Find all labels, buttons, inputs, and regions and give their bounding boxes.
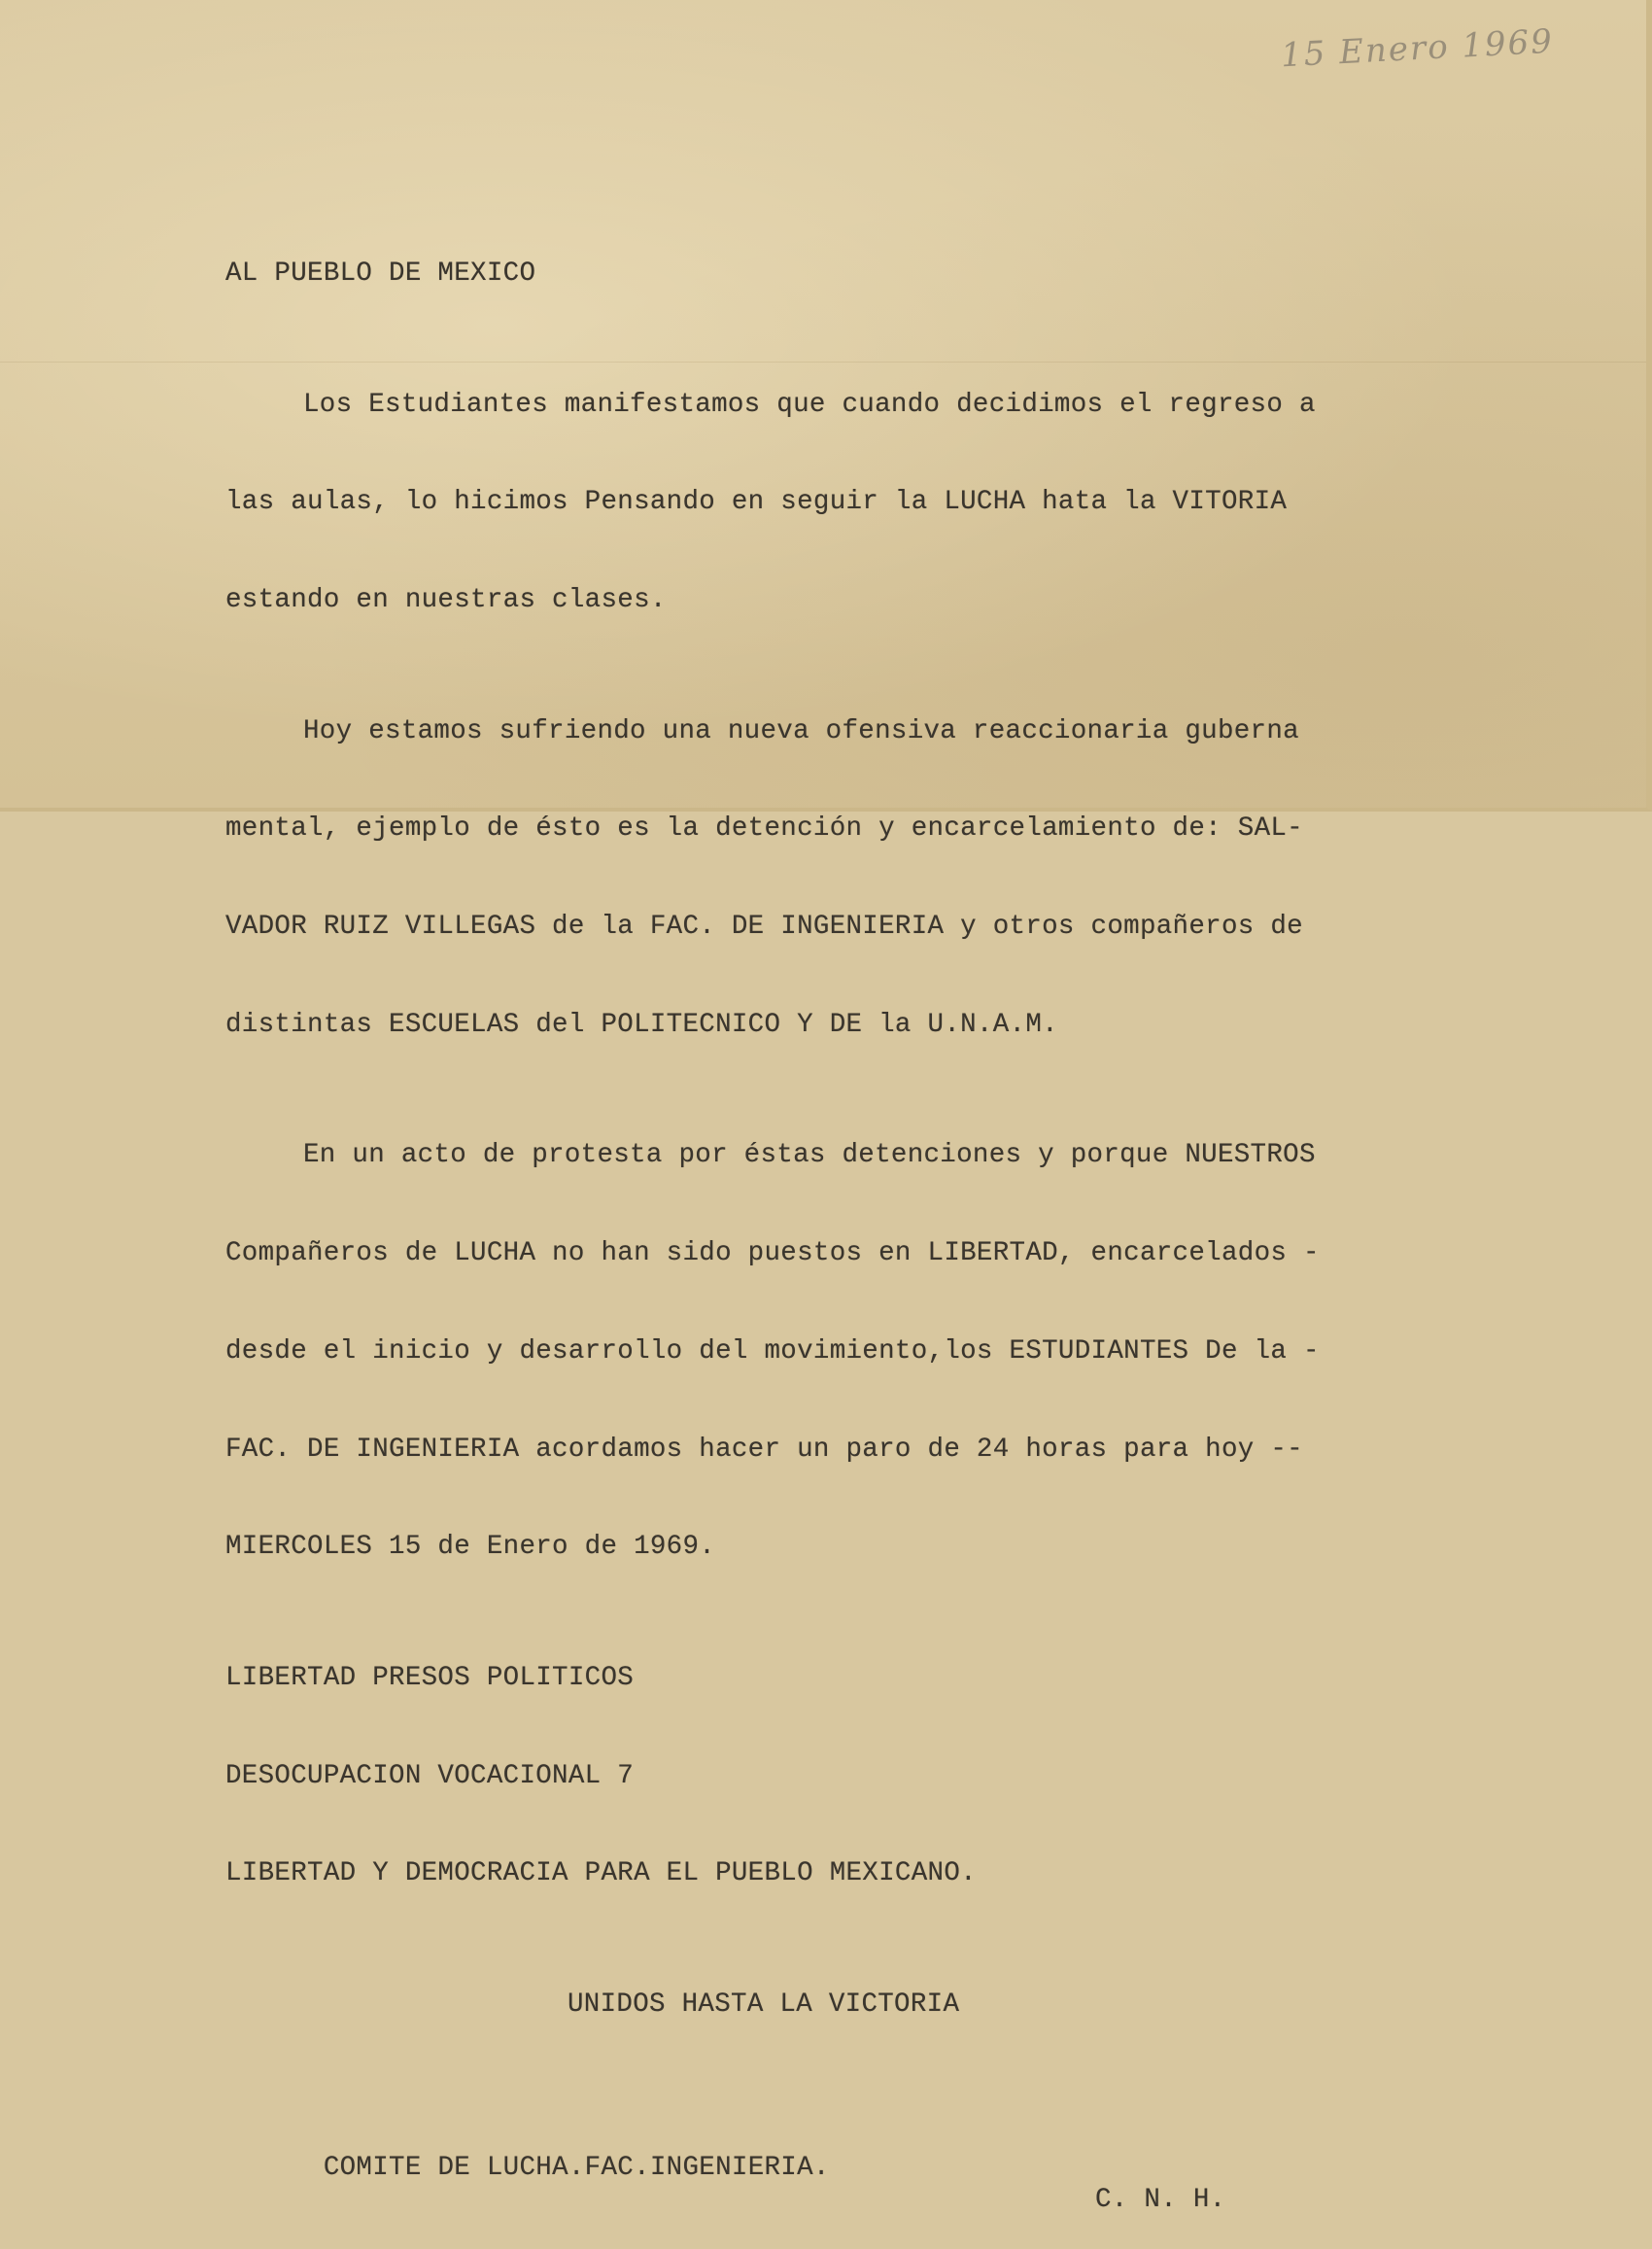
signature-row (225, 2119, 1586, 2216)
closing-motto: UNIDOS HASTA LA VICTORIA (568, 1989, 960, 2020)
paragraph3-line: En un acto de protesta por éstas detenciones y porque NUESTROS (303, 1140, 1316, 1171)
paragraph3-line: FAC. DE INGENIERIA acordamos hacer un paro de 24 horas para hoy -- (225, 1434, 1303, 1465)
paragraph2-line: distintas ESCUELAS del POLITECNICO Y DE la U.N.A.M. (225, 1009, 1058, 1040)
paragraph2-line: VADOR RUIZ VILLEGAS de la FAC. DE INGENIERIA y otros compañeros de (225, 912, 1303, 943)
heading: AL PUEBLO DE MEXICO (225, 259, 536, 290)
paragraph2-line: mental, ejemplo de ésto es la detención y encarcelamiento de: SAL- (225, 813, 1303, 845)
signature-cnh: C. N. H. (1095, 2185, 1226, 2216)
paragraph3-line: MIERCOLES 15 de Enero de 1969. (225, 1532, 716, 1563)
paragraph3-line: Compañeros de LUCHA no han sido puestos en LIBERTAD, encarcelados - (225, 1238, 1320, 1268)
paragraph2-line: Hoy estamos sufriendo una nueva ofensiva reaccionaria guberna (303, 715, 1299, 746)
paragraph1-line: estando en nuestras clases. (225, 585, 667, 616)
paragraph3-line: desde el inicio y desarrollo del movimiento,los ESTUDIANTES De la - (225, 1335, 1320, 1367)
paragraph1-line: Los Estudiantes manifestamos que cuando decidimos el regreso a (303, 389, 1316, 420)
slogan-line: LIBERTAD PRESOS POLITICOS (225, 1662, 635, 1693)
signature-committee: COMITE DE LUCHA.FAC.INGENIERIA. (323, 2152, 830, 2183)
handwritten-date: 15 Enero 1969 (1280, 21, 1555, 76)
slogan-line: DESOCUPACION VOCACIONAL 7 (225, 1760, 635, 1791)
letter-body (225, 192, 1586, 2217)
paragraph1-line: las aulas, lo hicimos Pensando en seguir la LUCHA hata la VITORIA (225, 487, 1288, 518)
slogan-line: LIBERTAD Y DEMOCRACIA PARA EL PUEBLO MEXICANO. (225, 1858, 977, 1889)
